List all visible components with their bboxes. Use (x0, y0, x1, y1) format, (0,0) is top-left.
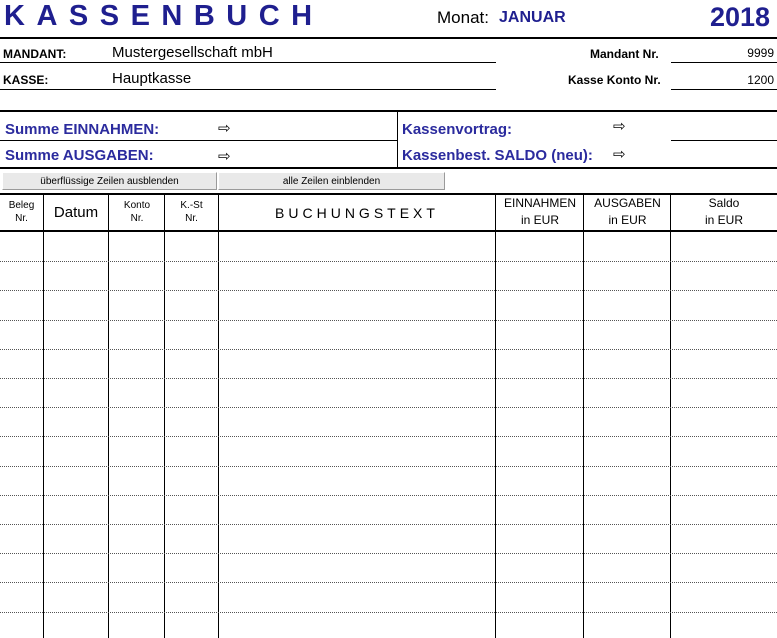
col-saldo-line1: Saldo (708, 196, 740, 210)
table-row[interactable] (0, 349, 777, 350)
kasse-label: KASSE: (3, 73, 49, 87)
mandant-nr-value[interactable]: 9999 (747, 46, 774, 60)
col-buchungstext-header: BUCHUNGSTEXT (275, 205, 439, 221)
table-row[interactable] (0, 466, 777, 467)
month-value[interactable]: JANUAR (499, 9, 566, 26)
summe-einnahmen-label: Summe EINNAHMEN: (5, 121, 160, 138)
col-beleg-line1: Beleg (8, 200, 35, 211)
table-row[interactable] (0, 495, 777, 496)
col-ausgaben-line2: in EUR (608, 213, 647, 227)
col-ausgaben-header (584, 195, 671, 229)
summary-divider (397, 111, 398, 168)
col-einnahmen-line1: EINNAHMEN (503, 196, 576, 210)
saldo-label: Kassenbest. SALDO (neu): (402, 147, 593, 164)
col-kst-line1: K.-St (180, 200, 203, 211)
table-row[interactable] (0, 407, 777, 408)
col-konto-line2: Nr. (130, 213, 144, 224)
col-datum-header: Datum (53, 204, 99, 221)
mandant-nr-underline (671, 62, 777, 63)
col-konto-line1: Konto (123, 200, 151, 211)
show-rows-button[interactable]: alle Zeilen einblenden (218, 172, 445, 190)
col-kst-header (165, 199, 218, 225)
col-konto-header (109, 199, 165, 225)
arrow-right-icon: ⇨ (218, 120, 231, 137)
col-saldo-header (671, 195, 777, 229)
month-label: Monat: (437, 8, 489, 27)
col-saldo-line2: in EUR (704, 213, 743, 227)
table-row[interactable] (0, 612, 777, 613)
arrow-right-icon: ⇨ (613, 146, 626, 163)
table-row[interactable] (0, 553, 777, 554)
mandant-underline (0, 62, 496, 63)
table-header-bottom-border (0, 230, 777, 232)
col-einnahmen-header (496, 195, 584, 229)
col-einnahmen-line2: in EUR (520, 213, 559, 227)
hide-rows-button[interactable]: überflüssige Zeilen ausblenden (2, 172, 217, 190)
col-kst-line2: Nr. (185, 213, 198, 224)
kasse-konto-underline (671, 89, 777, 90)
table-row[interactable] (0, 378, 777, 379)
kasse-konto-value[interactable]: 1200 (747, 73, 774, 87)
col-beleg-header (0, 199, 43, 225)
page-title: KASSENBUCH (4, 0, 324, 32)
col-ausgaben-line1: AUSGABEN (594, 196, 661, 210)
table-row[interactable] (0, 320, 777, 321)
kasse-value[interactable]: Hauptkasse (112, 70, 192, 87)
year-value[interactable]: 2018 (710, 2, 771, 32)
table-row[interactable] (0, 582, 777, 583)
kasse-konto-label: Kasse Konto Nr. (568, 73, 661, 87)
kasse-underline (0, 89, 496, 90)
mandant-label: MANDANT: (3, 47, 67, 61)
table-row[interactable] (0, 261, 777, 262)
table-row[interactable] (0, 436, 777, 437)
table-row[interactable] (0, 290, 777, 291)
summary-mid-line (0, 140, 397, 141)
summary-bottom-border (0, 167, 777, 169)
arrow-right-icon: ⇨ (613, 118, 626, 135)
arrow-right-icon: ⇨ (218, 148, 231, 165)
mandant-value[interactable]: Mustergesellschaft mbH (112, 44, 273, 61)
summary-top-border (0, 110, 777, 112)
header-divider (0, 37, 777, 39)
kassenvortrag-label: Kassenvortrag: (402, 121, 513, 138)
table-row[interactable] (0, 524, 777, 525)
mandant-nr-label: Mandant Nr. (590, 47, 659, 61)
col-beleg-line2: Nr. (15, 213, 28, 224)
summe-ausgaben-label: Summe AUSGABEN: (5, 147, 154, 164)
kassenvortrag-underline (671, 140, 777, 141)
